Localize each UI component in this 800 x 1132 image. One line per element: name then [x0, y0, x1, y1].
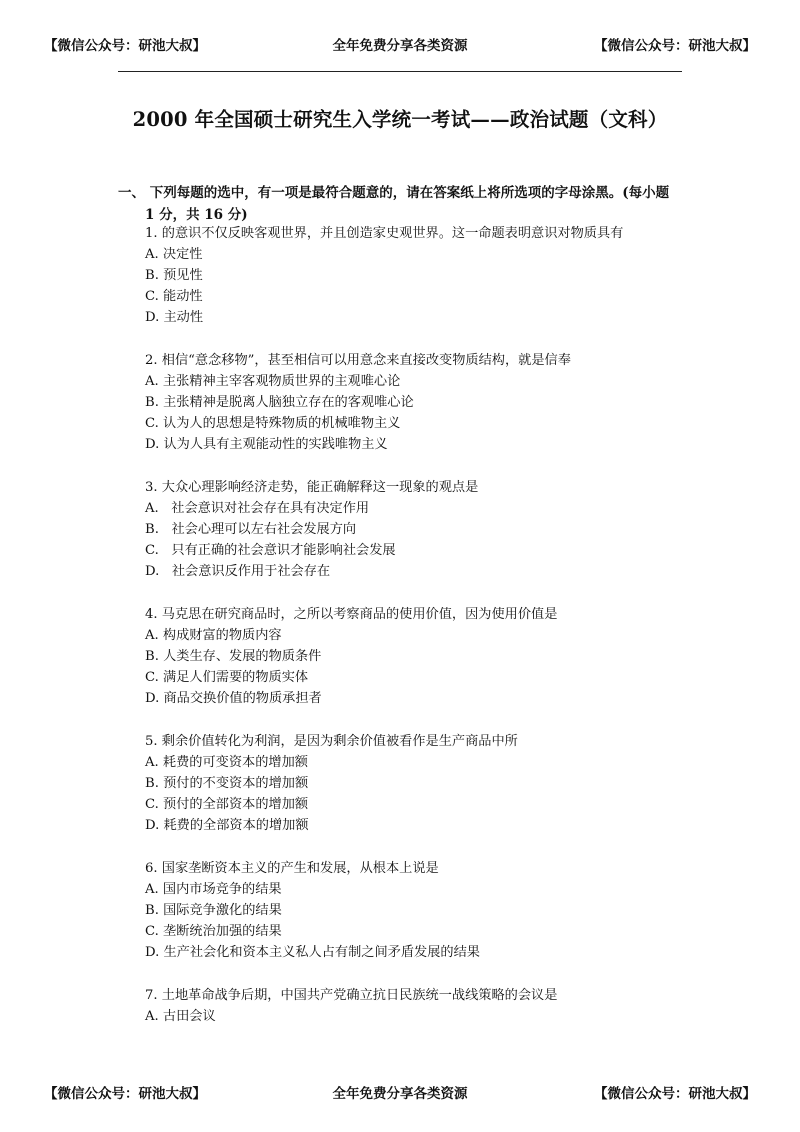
option-b: B. 预见性	[145, 268, 203, 283]
section-instruction	[118, 182, 678, 226]
section-instruction-line1: 一、 下列每题的选中，有一项是最符合题意的，请在答案纸上将所选项的字母涂黑。(每小题	[118, 185, 670, 201]
question-stem: 2. 相信“意念移物”，甚至相信可以用意念来直接改变物质结构，就是信奉	[145, 353, 571, 368]
option-b: B. 人类生存、发展的物质条件	[145, 649, 322, 664]
option-c: C. 预付的全部资本的增加额	[145, 797, 309, 812]
footer-center-text: 全年免费分享各类资源	[332, 1086, 468, 1102]
option-b: B. 主张精神是脱离人脑独立存在的客观唯心论	[145, 395, 414, 410]
option-d: D. 耗费的全部资本的增加额	[145, 818, 309, 833]
page-header	[0, 34, 800, 54]
question-stem: 6. 国家垄断资本主义的产生和发展，从根本上说是	[145, 861, 439, 876]
question-1	[145, 223, 705, 328]
question-stem: 5. 剩余价值转化为利润，是因为剩余价值被看作是生产商品中所	[145, 734, 518, 749]
option-b: B. 国际竞争激化的结果	[145, 903, 282, 918]
question-stem: 1. 的意识不仅反映客观世界，并且创造家史观世界。这一命题表明意识对物质具有	[145, 226, 624, 241]
option-d: D. 认为人具有主观能动性的实践唯物主义	[145, 437, 388, 452]
footer-left-text: 【微信公众号：研池大叔】	[44, 1086, 206, 1102]
option-c: C. 认为人的思想是特殊物质的机械唯物主义	[145, 416, 401, 431]
question-stem: 3. 大众心理影响经济走势，能正确解释这一现象的观点是	[145, 480, 479, 495]
question-stem: 4. 马克思在研究商品时，之所以考察商品的使用价值，因为使用价值是	[145, 607, 558, 622]
section-instruction-line2: 1 分，共 16 分)	[145, 207, 248, 223]
footer-right-text: 【微信公众号：研池大叔】	[594, 1086, 756, 1102]
question-4	[145, 604, 705, 709]
option-d: D. 社会意识反作用于社会存在	[145, 564, 331, 579]
question-7	[145, 985, 705, 1027]
question-2	[145, 350, 705, 455]
page-title: 2000 年全国硕士研究生入学统一考试——政治试题（文科）	[132, 108, 668, 131]
question-list	[145, 223, 705, 1049]
option-d: D. 商品交换价值的物质承担者	[145, 691, 322, 706]
question-stem: 7. 土地革命战争后期，中国共产党确立抗日民族统一战线策略的会议是	[145, 988, 558, 1003]
option-a: A. 社会意识对社会存在具有决定作用	[145, 501, 370, 516]
option-c: C. 垄断统治加强的结果	[145, 924, 282, 939]
page-footer	[0, 1082, 800, 1102]
option-b: B. 预付的不变资本的增加额	[145, 776, 309, 791]
option-a: A. 耗费的可变资本的增加额	[145, 755, 308, 770]
option-a: A. 古田会议	[145, 1009, 216, 1024]
question-5	[145, 731, 705, 836]
question-3	[145, 477, 705, 582]
option-a: A. 国内市场竞争的结果	[145, 882, 282, 897]
option-d: D. 生产社会化和资本主义私人占有制之间矛盾发展的结果	[145, 945, 480, 960]
header-right-text: 【微信公众号：研池大叔】	[594, 38, 756, 54]
header-left-text: 【微信公众号：研池大叔】	[44, 38, 206, 54]
option-c: C. 只有正确的社会意识才能影响社会发展	[145, 543, 396, 558]
header-divider	[118, 71, 682, 72]
option-a: A. 决定性	[145, 247, 203, 262]
option-c: C. 满足人们需要的物质实体	[145, 670, 309, 685]
question-6	[145, 858, 705, 963]
option-c: C. 能动性	[145, 289, 203, 304]
option-b: B. 社会心理可以左右社会发展方向	[145, 522, 357, 537]
option-a: A. 主张精神主宰客观物质世界的主观唯心论	[145, 374, 401, 389]
option-a: A. 构成财富的物质内容	[145, 628, 282, 643]
option-d: D. 主动性	[145, 310, 204, 325]
header-center-text: 全年免费分享各类资源	[332, 38, 468, 54]
